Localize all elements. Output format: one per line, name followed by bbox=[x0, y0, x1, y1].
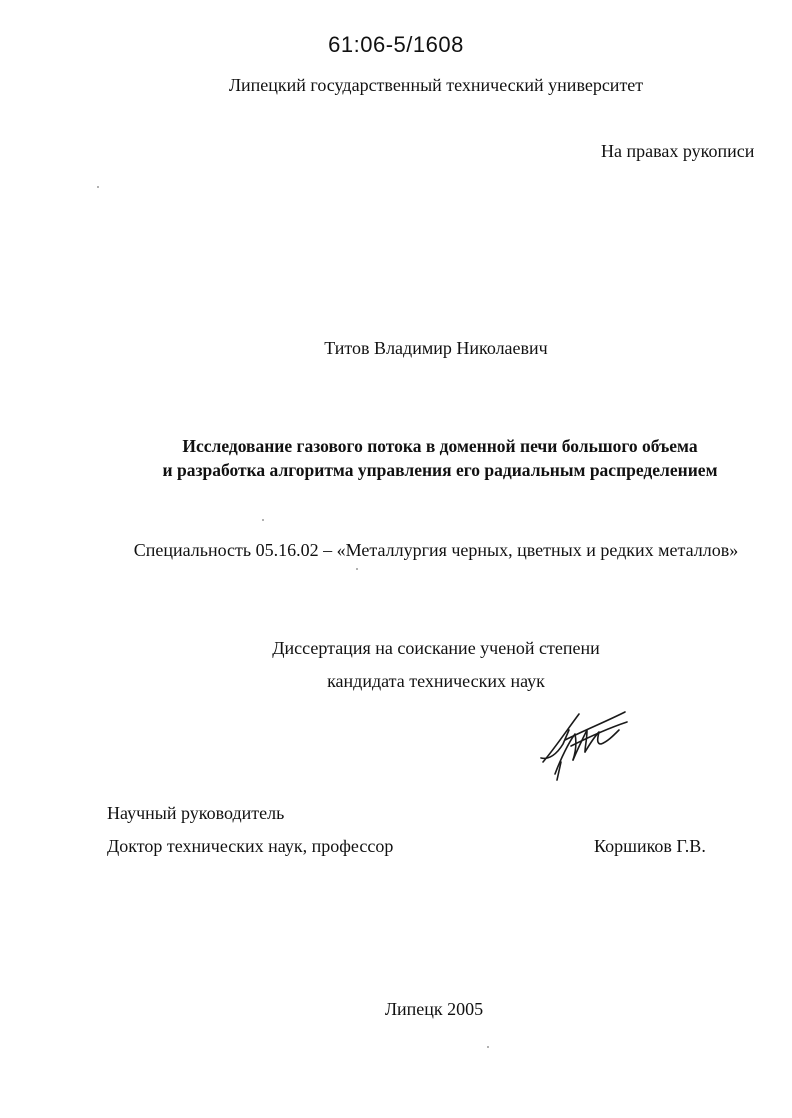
dissertation-degree-line-2: кандидата технических наук bbox=[327, 671, 545, 691]
signature-image bbox=[535, 700, 635, 782]
author-name: Титов Владимир Николаевич bbox=[324, 338, 548, 358]
dissertation-title-line-1: Исследование газового потока в доменной печи большого объема bbox=[182, 436, 698, 456]
manuscript-note: На правах рукописи bbox=[601, 141, 755, 161]
university-name: Липецкий государственный технический университет bbox=[228, 75, 644, 95]
dissertation-degree-line-1: Диссертация на соискание ученой степени bbox=[272, 638, 600, 658]
scan-speck bbox=[97, 186, 99, 188]
supervisor-degree: Доктор технических наук, профессор bbox=[107, 836, 394, 856]
specialty: Специальность 05.16.02 – «Металлургия черных, цветных и редких металлов» bbox=[133, 540, 739, 560]
supervisor-name: Коршиков Г.В. bbox=[594, 836, 706, 856]
scan-speck bbox=[356, 568, 358, 570]
city-and-year: Липецк 2005 bbox=[384, 999, 484, 1019]
scan-speck bbox=[262, 519, 264, 521]
scan-speck bbox=[487, 1046, 489, 1048]
supervisor-label: Научный руководитель bbox=[107, 803, 285, 823]
dissertation-title-line-2: и разработка алгоритма управления его радиальным распределением bbox=[162, 460, 718, 480]
catalog-number: 61:06-5/1608 bbox=[328, 32, 464, 57]
